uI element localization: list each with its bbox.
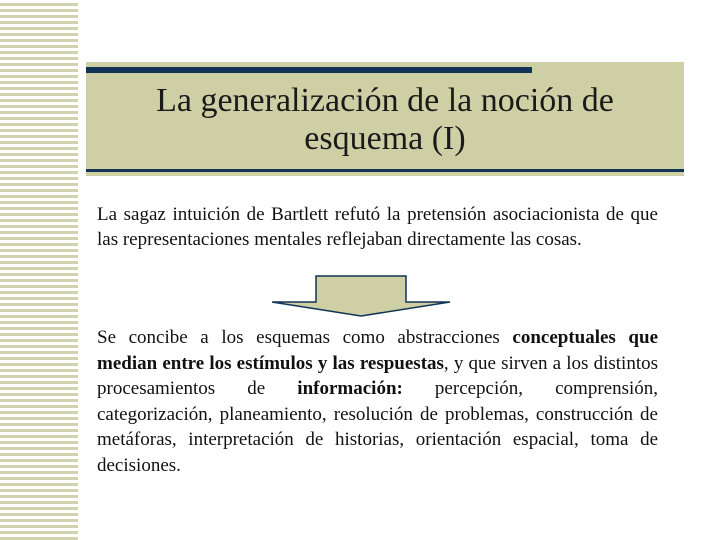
paragraph-schemas-bold-2: información: <box>297 378 403 399</box>
paragraph-bartlett: La sagaz intuición de Bartlett refutó la pretensión asociacionista de que las representaciones mentales reflejaban directamente las cosas. <box>97 204 658 250</box>
title-rule-top <box>86 67 532 73</box>
paragraph-schemas-start: Se concibe a los esquemas como abstracciones <box>97 327 513 348</box>
paragraph-schemas-end: percepción, comprensión, categorización, planeamiento, resolución de problemas, construcción de metáforas, interpretación de historias, orientación espacial, toma de decisiones. <box>97 378 658 476</box>
paragraph-schemas <box>97 325 658 478</box>
title-rule-bottom <box>86 169 684 172</box>
down-arrow-icon <box>270 274 452 318</box>
paragraph-schemas-bold-1: conceptuales que median entre los estímulos y las respuestas <box>97 327 659 374</box>
slide-title <box>86 82 684 158</box>
slide-title-line-1: La generalización de la noción de <box>156 82 614 119</box>
decorative-stripe-bar <box>0 0 78 540</box>
paragraph-schemas-mid: , y que sirven a los distintos procesamientos de <box>97 352 658 399</box>
slide-title-line-2: esquema (I) <box>304 120 466 157</box>
